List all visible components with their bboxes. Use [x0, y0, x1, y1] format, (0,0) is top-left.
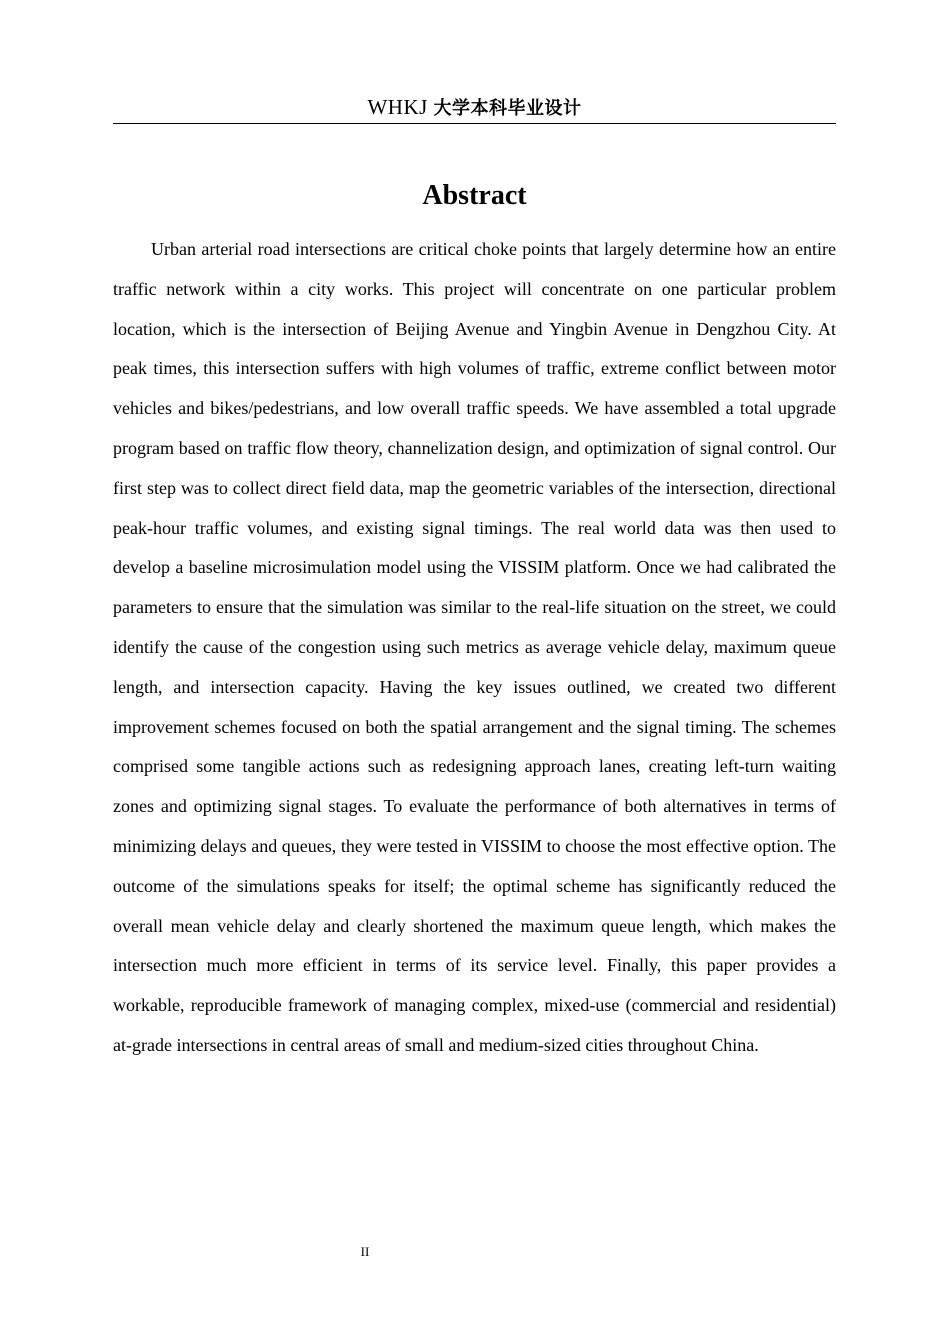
abstract-paragraph: Urban arterial road intersections are critical choke points that largely determine how an entire traffic network within a city works. This project will concentrate on one particular problem location, which is the intersection of Beijing Avenue and Yingbin Avenue in Dengzhou City. At peak times, this intersection suffers with high volumes of traffic, extreme conflict between motor vehicles and bikes/pedestrians, and low overall traffic speeds. We have assembled a total upgrade program based on traffic flow theory, channelization design, and optimization of signal control. Our first step was to collect direct field data, map the geometric variables of the intersection, directional peak-hour traffic volumes, and existing signal timings. The real world data was then used to develop a baseline microsimulation model using the VISSIM platform. Once we had calibrated the parameters to ensure that the simulation was similar to the real-life situation on the street, we could identify the cause of the congestion using such metrics as average vehicle delay, maximum queue length, and intersection capacity. Having the key issues outlined, we created two different improvement schemes focused on both the spatial arrangement and the signal timing. The schemes comprised some tangible actions such as redesigning approach lanes, creating left-turn waiting zones and optimizing signal stages. To evaluate the performance of both alternatives in terms of minimizing delays and queues, they were tested in VISSIM to choose the most effective option. The outcome of the simulations speaks for itself; the optimal scheme has significantly reduced the overall mean vehicle delay and clearly shortened the maximum queue length, which makes the intersection much more efficient in terms of its service level. Finally, this paper provides a workable, reproducible framework of managing complex, mixed-use (commercial and residential) at-grade intersections in central areas of small and medium-sized cities throughout China. — [113, 239, 836, 1055]
header-thesis-label: 大学本科毕业设计 — [433, 98, 582, 119]
header-university-code: WHKJ — [367, 95, 428, 119]
running-header — [113, 92, 836, 124]
header-divider — [113, 123, 836, 124]
abstract-heading: Abstract — [422, 180, 527, 211]
page-number: II — [360, 1244, 370, 1259]
